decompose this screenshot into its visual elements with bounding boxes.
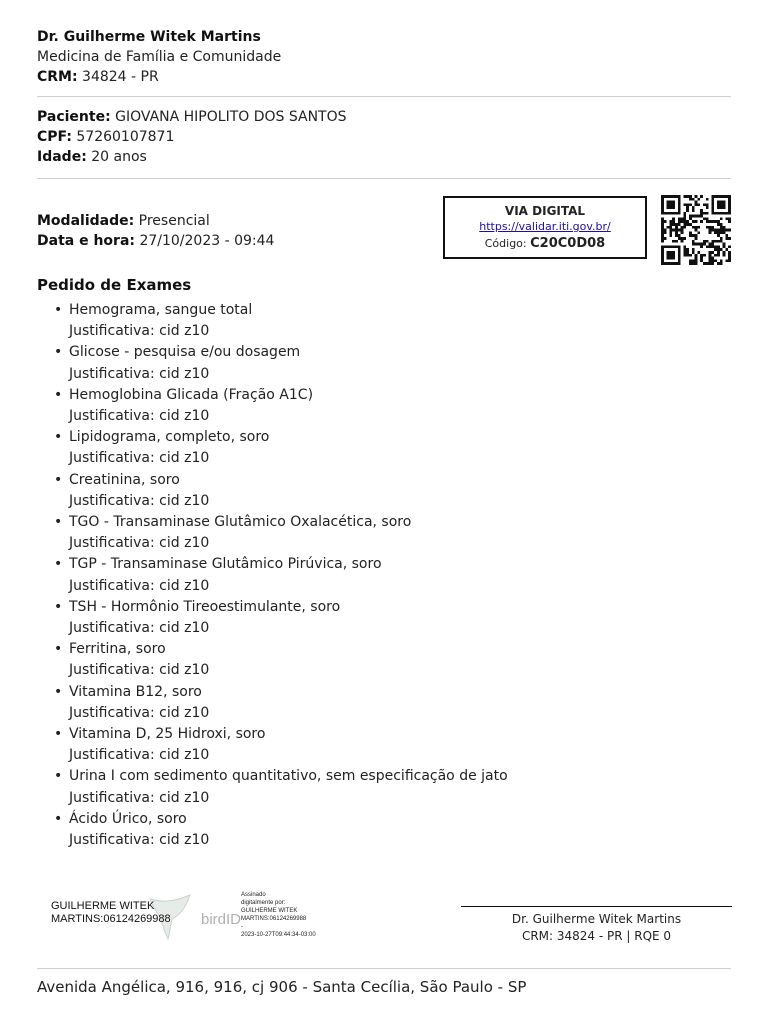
code-label: Código: bbox=[484, 237, 527, 250]
exam-justification: Justificativa: cid z10 bbox=[69, 620, 210, 637]
exam-justification: Justificativa: cid z10 bbox=[69, 832, 210, 849]
doctor-header bbox=[37, 27, 281, 87]
exam-item bbox=[37, 470, 508, 512]
exam-item bbox=[37, 766, 508, 808]
exam-item bbox=[37, 724, 508, 766]
signature-name: Dr. Guilherme Witek Martins bbox=[511, 912, 682, 926]
patient-age bbox=[37, 147, 347, 167]
stamp-signed-line: - bbox=[241, 924, 243, 930]
cpf-value: 57260107871 bbox=[76, 129, 175, 145]
stamp-signed-line: Assinado bbox=[241, 892, 266, 898]
datetime bbox=[37, 231, 274, 251]
exam-justification: Justificativa: cid z10 bbox=[69, 365, 210, 382]
datetime-label: Data e hora: bbox=[37, 233, 135, 249]
code-value: C20C0D08 bbox=[530, 236, 606, 251]
stamp-signer bbox=[51, 900, 171, 926]
validation-code bbox=[445, 235, 645, 253]
exam-justification: Justificativa: cid z10 bbox=[69, 704, 210, 721]
via-digital-title: VIA DIGITAL bbox=[504, 204, 586, 218]
validation-link[interactable]: https://validar.iti.gov.br/ bbox=[479, 220, 611, 233]
signature-block bbox=[461, 906, 732, 945]
stamp-signer-line: MARTINS:06124269988 bbox=[51, 913, 171, 925]
exam-list bbox=[37, 300, 508, 851]
exam-item bbox=[37, 342, 508, 384]
patient-cpf bbox=[37, 127, 347, 147]
session-info bbox=[37, 211, 274, 251]
stamp-signer-line: GUILHERME WITEK bbox=[51, 900, 155, 912]
exams-heading: Pedido de Exames bbox=[37, 276, 192, 294]
patient-name bbox=[37, 107, 347, 127]
stamp-signed-text bbox=[241, 891, 316, 939]
exam-name: • TGO - Transaminase Glutâmico Oxalacética, soro bbox=[69, 514, 412, 531]
patient-info bbox=[37, 107, 347, 167]
stamp-signed-line: MARTINS:06124269988 bbox=[241, 916, 307, 922]
exam-item bbox=[37, 554, 508, 596]
datetime-value: 27/10/2023 - 09:44 bbox=[139, 233, 275, 249]
exam-name: • Glicose - pesquisa e/ou dosagem bbox=[69, 344, 301, 361]
exam-name: • TSH - Hormônio Tireoestimulante, soro bbox=[69, 598, 341, 615]
exam-name: • Ferritina, soro bbox=[69, 641, 166, 658]
modality-value: Presencial bbox=[138, 213, 210, 229]
exam-request bbox=[37, 275, 508, 851]
exam-justification: Justificativa: cid z10 bbox=[69, 408, 210, 425]
exam-justification: Justificativa: cid z10 bbox=[69, 577, 210, 594]
modality bbox=[37, 211, 274, 231]
exam-item bbox=[37, 639, 508, 681]
doctor-name: Dr. Guilherme Witek Martins bbox=[37, 29, 261, 45]
patient-name-value: GIOVANA HIPOLITO DOS SANTOS bbox=[115, 109, 347, 125]
crm-label: CRM: bbox=[37, 69, 78, 85]
stamp-signed-line: GUILHERME WITEK bbox=[241, 908, 298, 914]
exam-justification: Justificativa: cid z10 bbox=[69, 789, 210, 806]
exam-item bbox=[37, 597, 508, 639]
modality-label: Modalidade: bbox=[37, 213, 135, 229]
signature-crm: CRM: 34824 - PR | RQE 0 bbox=[521, 929, 672, 943]
exam-name: • Vitamina D, 25 Hidroxi, soro bbox=[69, 726, 266, 743]
exam-justification: Justificativa: cid z10 bbox=[69, 662, 210, 679]
patient-name-label: Paciente: bbox=[37, 109, 111, 125]
digital-signature-stamp bbox=[51, 889, 341, 941]
doctor-specialty: Medicina de Família e Comunidade bbox=[37, 49, 282, 65]
exam-name: • Urina I com sedimento quantitativo, sem especificação de jato bbox=[69, 768, 508, 785]
divider bbox=[37, 96, 731, 97]
age-value: 20 anos bbox=[91, 149, 147, 165]
cpf-label: CPF: bbox=[37, 129, 72, 145]
exam-item bbox=[37, 809, 508, 851]
exam-item bbox=[37, 682, 508, 724]
exam-justification: Justificativa: cid z10 bbox=[69, 747, 210, 764]
prescription-document bbox=[37, 0, 731, 1024]
exam-name: • Lipidograma, completo, soro bbox=[69, 429, 270, 446]
via-digital-box bbox=[443, 196, 647, 259]
exam-name: • Creatinina, soro bbox=[69, 471, 180, 488]
crm-value: 34824 - PR bbox=[82, 69, 159, 85]
exam-name: • Ácido Úrico, soro bbox=[69, 810, 187, 827]
exam-name: • Hemograma, sangue total bbox=[69, 302, 253, 318]
exam-justification: Justificativa: cid z10 bbox=[69, 323, 210, 340]
exam-justification: Justificativa: cid z10 bbox=[69, 492, 210, 509]
footer-address: Avenida Angélica, 916, 916, cj 906 - Santa Cecília, São Paulo - SP bbox=[37, 978, 527, 996]
age-label: Idade: bbox=[37, 149, 87, 165]
doctor-crm bbox=[37, 67, 281, 87]
exam-name: • Hemoglobina Glicada (Fração A1C) bbox=[69, 386, 314, 403]
exam-item bbox=[37, 512, 508, 554]
stamp-signed-line: digitalmente por: bbox=[241, 900, 286, 906]
birdid-brand: birdID bbox=[201, 911, 242, 928]
exam-justification: Justificativa: cid z10 bbox=[69, 535, 210, 552]
exam-justification: Justificativa: cid z10 bbox=[69, 450, 210, 467]
divider bbox=[37, 178, 731, 179]
exam-name: • TGP - Transaminase Glutâmico Pirúvica, soro bbox=[69, 556, 382, 573]
qr-code-icon bbox=[661, 195, 731, 265]
stamp-signed-line: 2023-10-27T09:44:34-03:00 bbox=[241, 932, 316, 938]
exam-item bbox=[37, 300, 508, 342]
divider bbox=[37, 968, 731, 969]
exam-item bbox=[37, 385, 508, 427]
exam-name: • Vitamina B12, soro bbox=[69, 683, 202, 700]
exam-item bbox=[37, 427, 508, 469]
